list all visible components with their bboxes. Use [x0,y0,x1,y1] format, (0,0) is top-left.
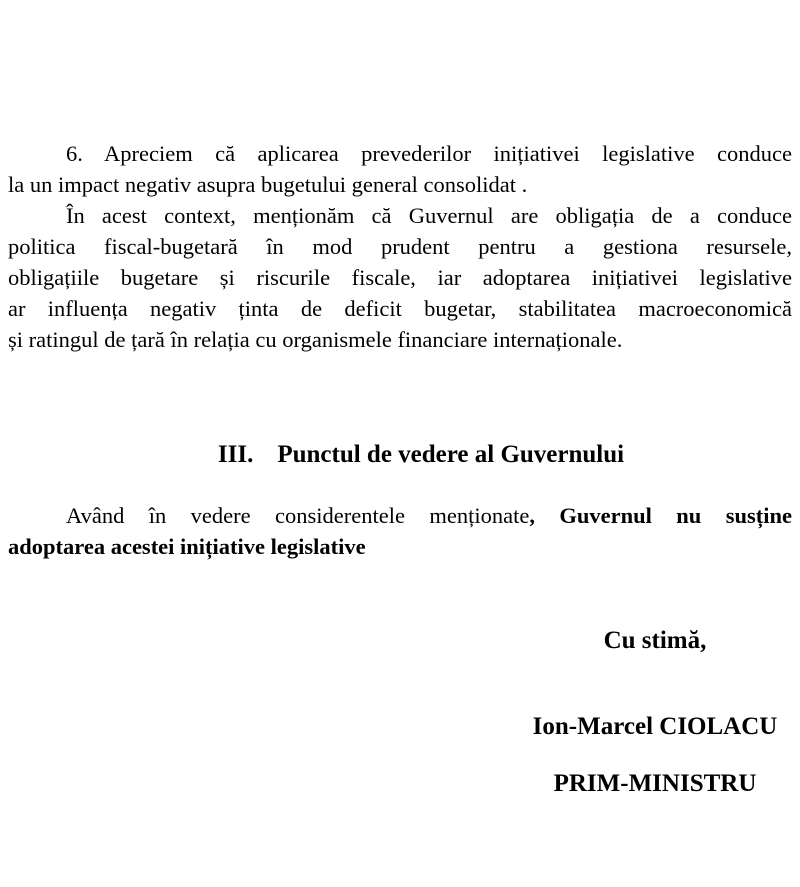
signatory-name: Ion-Marcel CIOLACU [532,713,778,740]
closing-salutation: Cu stimă, [603,627,707,654]
text-line: ar influența negativ ținta de deficit bugetar, stabilitatea macroeconomică [8,296,792,321]
text-line: În acest context, menționăm că Guvernul are obligația de a conduce [66,203,792,228]
paragraph-2 [8,200,792,355]
section-heading [8,439,792,470]
text-line: politica fiscal-bugetară în mod prudent pentru a gestiona resursele, [8,234,792,259]
text-line: 6. Apreciem că aplicarea prevederilor inițiativei legislative conduce [66,141,792,166]
text-line [8,500,792,531]
document-body [8,0,792,799]
paragraph-3 [8,500,792,562]
signatory-title: PRIM-MINISTRU [553,770,757,797]
text-line: și ratingul de țară în relația cu organismele financiare internaționale. [8,327,623,352]
paragraph-1 [8,138,792,200]
heading-title: Punctul de vedere al Guvernului [277,441,625,468]
text-line: obligațiile bugetare și riscurile fiscale, iar adoptarea inițiativei legislative [8,265,792,290]
paragraph-3-bold-text: , Guvernul nu susține [529,503,793,528]
text-line: la un impact negativ asupra bugetului general consolidat . [8,172,528,197]
text-line: adoptarea acestei inițiative legislative [8,534,366,559]
paragraph-3-regular-text: Având în vedere considerentele menționate [66,503,530,528]
heading-number: III. [217,441,254,468]
